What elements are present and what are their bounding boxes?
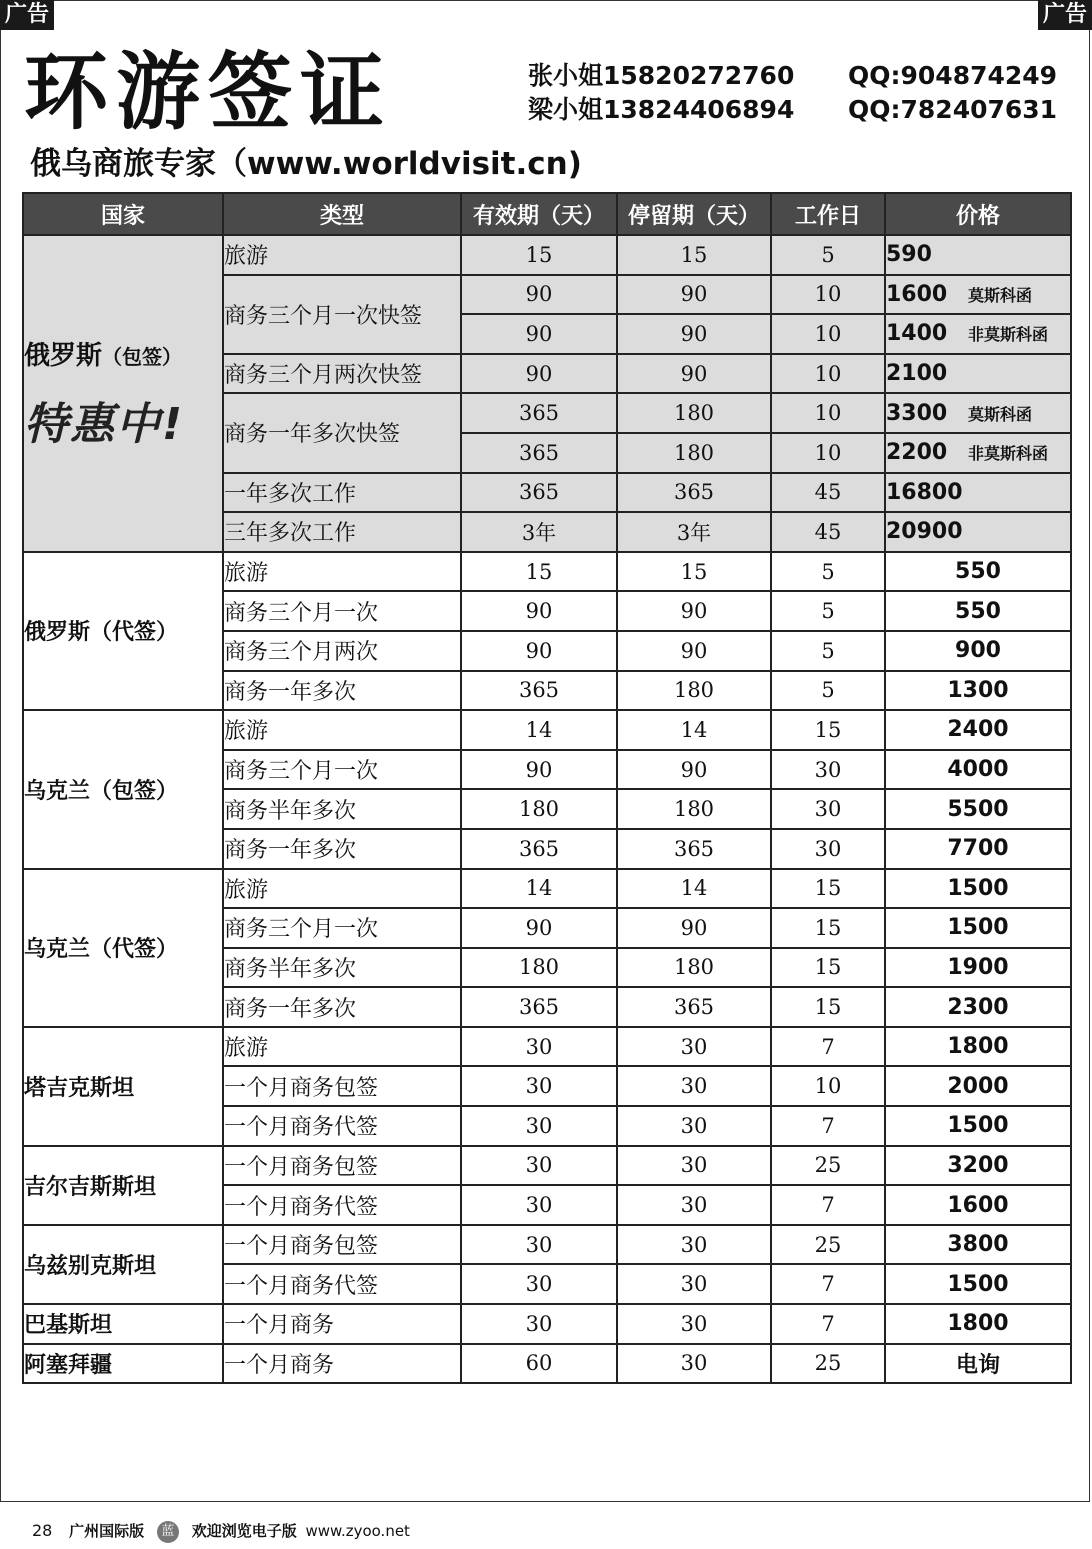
stay: 30	[617, 1185, 771, 1225]
validity: 15	[461, 235, 617, 275]
workdays: 10	[771, 433, 885, 473]
price: 1600	[886, 281, 948, 307]
stay: 30	[617, 1225, 771, 1265]
country-cell: 乌克兰（代签）	[23, 869, 223, 1027]
price-cell	[885, 512, 1071, 552]
price: 20900	[886, 519, 963, 545]
price: 3300	[886, 400, 948, 426]
visa-type: 商务三个月一次	[223, 750, 461, 790]
validity: 365	[461, 987, 617, 1027]
header-country: 国家	[23, 193, 223, 235]
subtitle: 俄乌商旅专家（www.worldvisit.cn)	[30, 146, 582, 182]
table-row	[23, 552, 1071, 592]
table-row	[23, 1146, 1071, 1186]
page-number: 28	[32, 1521, 53, 1540]
stay: 30	[617, 1264, 771, 1304]
price: 2400	[885, 710, 1071, 750]
validity: 90	[461, 314, 617, 354]
workdays: 7	[771, 1027, 885, 1067]
validity: 3年	[461, 512, 617, 552]
workdays: 5	[771, 591, 885, 631]
workdays: 15	[771, 710, 885, 750]
validity: 15	[461, 552, 617, 592]
table-row	[23, 1225, 1071, 1265]
workdays: 5	[771, 631, 885, 671]
stay: 30	[617, 1146, 771, 1186]
price-cell	[885, 235, 1071, 275]
workdays: 10	[771, 354, 885, 394]
validity: 30	[461, 1146, 617, 1186]
price: 1500	[885, 869, 1071, 909]
validity: 30	[461, 1066, 617, 1106]
validity: 365	[461, 671, 617, 711]
country-cell: 乌兹别克斯坦	[23, 1225, 223, 1304]
price: 1500	[885, 1264, 1071, 1304]
stay: 30	[617, 1304, 771, 1344]
validity: 30	[461, 1264, 617, 1304]
workdays: 45	[771, 512, 885, 552]
workdays: 15	[771, 948, 885, 988]
table-row	[23, 1344, 1071, 1384]
workdays: 25	[771, 1146, 885, 1186]
workdays: 10	[771, 393, 885, 433]
price-cell	[885, 275, 1071, 315]
price: 1400	[886, 321, 948, 347]
contact-1	[528, 60, 1058, 92]
contact-qq: QQ:904874249	[848, 61, 1058, 90]
stay: 90	[617, 314, 771, 354]
price-note: 非莫斯科函	[968, 325, 1049, 345]
stay: 90	[617, 591, 771, 631]
promo-label: 特惠中!	[24, 398, 185, 450]
price: 1800	[885, 1304, 1071, 1344]
visa-type: 旅游	[223, 1027, 461, 1067]
validity: 180	[461, 948, 617, 988]
visa-price-table	[22, 192, 1072, 1384]
price: 1300	[885, 671, 1071, 711]
stay: 30	[617, 1066, 771, 1106]
table-row	[23, 1027, 1071, 1067]
workdays: 25	[771, 1225, 885, 1265]
stay: 365	[617, 473, 771, 513]
visa-type: 商务三个月两次	[223, 631, 461, 671]
validity: 30	[461, 1225, 617, 1265]
stay: 180	[617, 393, 771, 433]
price: 3800	[885, 1225, 1071, 1265]
workdays: 15	[771, 869, 885, 909]
workdays: 7	[771, 1264, 885, 1304]
visa-type: 商务一年多次	[223, 987, 461, 1027]
stay: 180	[617, 948, 771, 988]
validity: 90	[461, 908, 617, 948]
price-cell	[885, 354, 1071, 394]
visa-type: 商务半年多次	[223, 789, 461, 829]
visa-type: 旅游	[223, 710, 461, 750]
workdays: 45	[771, 473, 885, 513]
visa-type: 三年多次工作	[223, 512, 461, 552]
country-cell: 俄罗斯（代签）	[23, 552, 223, 710]
visa-type: 一个月商务包签	[223, 1066, 461, 1106]
workdays: 10	[771, 1066, 885, 1106]
country-cell: 乌克兰（包签）	[23, 710, 223, 868]
workdays: 10	[771, 314, 885, 354]
price: 900	[885, 631, 1071, 671]
validity: 14	[461, 710, 617, 750]
visa-type: 一个月商务代签	[223, 1106, 461, 1146]
footer-url[interactable]: www.zyoo.net	[305, 1522, 410, 1540]
stay: 30	[617, 1106, 771, 1146]
stay: 30	[617, 1344, 771, 1384]
stay: 3年	[617, 512, 771, 552]
stay: 180	[617, 433, 771, 473]
stay: 30	[617, 1027, 771, 1067]
contact-qq: QQ:782407631	[848, 95, 1058, 124]
magazine-logo-icon: 蓝	[157, 1521, 179, 1543]
visa-type: 商务一年多次快签	[223, 393, 461, 472]
workdays: 5	[771, 552, 885, 592]
header-workdays: 工作日	[771, 193, 885, 235]
brand-title: 环游签证	[24, 43, 393, 141]
price: 电询	[885, 1344, 1071, 1384]
header-validity: 有效期（天）	[461, 193, 617, 235]
price-note: 莫斯科函	[968, 285, 1033, 305]
validity: 90	[461, 631, 617, 671]
country-subtype: （包签）	[102, 344, 183, 369]
stay: 14	[617, 710, 771, 750]
price: 2000	[885, 1066, 1071, 1106]
validity: 30	[461, 1304, 617, 1344]
validity: 365	[461, 393, 617, 433]
stay: 90	[617, 354, 771, 394]
visa-type: 一个月商务	[223, 1304, 461, 1344]
visa-type: 一个月商务代签	[223, 1185, 461, 1225]
workdays: 30	[771, 789, 885, 829]
stay: 180	[617, 789, 771, 829]
contact-name-phone: 梁小姐13824406894	[528, 95, 795, 124]
price: 550	[885, 552, 1071, 592]
visa-type: 旅游	[223, 235, 461, 275]
visa-type: 一个月商务包签	[223, 1146, 461, 1186]
workdays: 15	[771, 908, 885, 948]
workdays: 7	[771, 1304, 885, 1344]
validity: 180	[461, 789, 617, 829]
validity: 90	[461, 275, 617, 315]
visa-type: 商务一年多次	[223, 829, 461, 869]
visa-type: 商务三个月一次快签	[223, 275, 461, 354]
price: 1500	[885, 1106, 1071, 1146]
header-stay: 停留期（天）	[617, 193, 771, 235]
price: 5500	[885, 789, 1071, 829]
visa-type: 一个月商务	[223, 1344, 461, 1384]
price: 1800	[885, 1027, 1071, 1067]
price: 2100	[886, 361, 948, 387]
validity: 60	[461, 1344, 617, 1384]
workdays: 15	[771, 987, 885, 1027]
stay: 90	[617, 908, 771, 948]
visa-type: 商务三个月一次	[223, 908, 461, 948]
stay: 365	[617, 829, 771, 869]
header-price: 价格	[885, 193, 1071, 235]
stay: 90	[617, 275, 771, 315]
table-header-row	[23, 193, 1071, 235]
validity: 365	[461, 473, 617, 513]
visa-type: 旅游	[223, 552, 461, 592]
ad-label-left: 广告	[0, 0, 54, 30]
price-note: 非莫斯科函	[968, 444, 1049, 464]
price: 550	[885, 591, 1071, 631]
price: 4000	[885, 750, 1071, 790]
visa-type: 商务三个月一次	[223, 591, 461, 631]
stay: 90	[617, 750, 771, 790]
price: 1500	[885, 908, 1071, 948]
country-cell: 吉尔吉斯斯坦	[23, 1146, 223, 1225]
stay: 90	[617, 631, 771, 671]
stay: 365	[617, 987, 771, 1027]
country-cell	[23, 235, 223, 552]
table-row	[23, 869, 1071, 909]
validity: 30	[461, 1185, 617, 1225]
visa-type: 商务一年多次	[223, 671, 461, 711]
stay: 15	[617, 235, 771, 275]
price-cell	[885, 314, 1071, 354]
stay: 14	[617, 869, 771, 909]
price-cell	[885, 473, 1071, 513]
validity: 365	[461, 829, 617, 869]
workdays: 5	[771, 235, 885, 275]
price: 1600	[885, 1185, 1071, 1225]
price: 2200	[886, 440, 948, 466]
validity: 30	[461, 1027, 617, 1067]
workdays: 7	[771, 1106, 885, 1146]
validity: 365	[461, 433, 617, 473]
workdays: 30	[771, 750, 885, 790]
header-type: 类型	[223, 193, 461, 235]
country-name: 俄罗斯	[24, 340, 103, 371]
ad-label-right: 广告	[1038, 0, 1092, 30]
page-footer	[32, 1520, 410, 1543]
visa-type: 旅游	[223, 869, 461, 909]
welcome-text: 欢迎浏览电子版	[191, 1522, 297, 1540]
visa-type: 商务三个月两次快签	[223, 354, 461, 394]
validity: 90	[461, 750, 617, 790]
contact-2	[528, 94, 1058, 126]
workdays: 25	[771, 1344, 885, 1384]
workdays: 30	[771, 829, 885, 869]
price: 1900	[885, 948, 1071, 988]
country-cell: 巴基斯坦	[23, 1304, 223, 1344]
visa-type: 一年多次工作	[223, 473, 461, 513]
validity: 14	[461, 869, 617, 909]
contact-name-phone: 张小姐15820272760	[528, 61, 795, 90]
edition-name: 广州国际版	[69, 1522, 145, 1540]
price: 590	[886, 242, 932, 268]
price: 16800	[886, 479, 963, 505]
price: 2300	[885, 987, 1071, 1027]
price-cell	[885, 433, 1071, 473]
table-row	[23, 710, 1071, 750]
workdays: 5	[771, 671, 885, 711]
country-cell: 塔吉克斯坦	[23, 1027, 223, 1146]
visa-type: 商务半年多次	[223, 948, 461, 988]
table-row	[23, 235, 1071, 275]
table-row	[23, 1304, 1071, 1344]
visa-type: 一个月商务包签	[223, 1225, 461, 1265]
validity: 90	[461, 354, 617, 394]
stay: 180	[617, 671, 771, 711]
price: 7700	[885, 829, 1071, 869]
price-note: 莫斯科函	[968, 404, 1033, 424]
country-cell: 阿塞拜疆	[23, 1344, 223, 1384]
validity: 90	[461, 591, 617, 631]
price: 3200	[885, 1146, 1071, 1186]
workdays: 10	[771, 275, 885, 315]
visa-type: 一个月商务代签	[223, 1264, 461, 1304]
stay: 15	[617, 552, 771, 592]
workdays: 7	[771, 1185, 885, 1225]
validity: 30	[461, 1106, 617, 1146]
price-cell	[885, 393, 1071, 433]
